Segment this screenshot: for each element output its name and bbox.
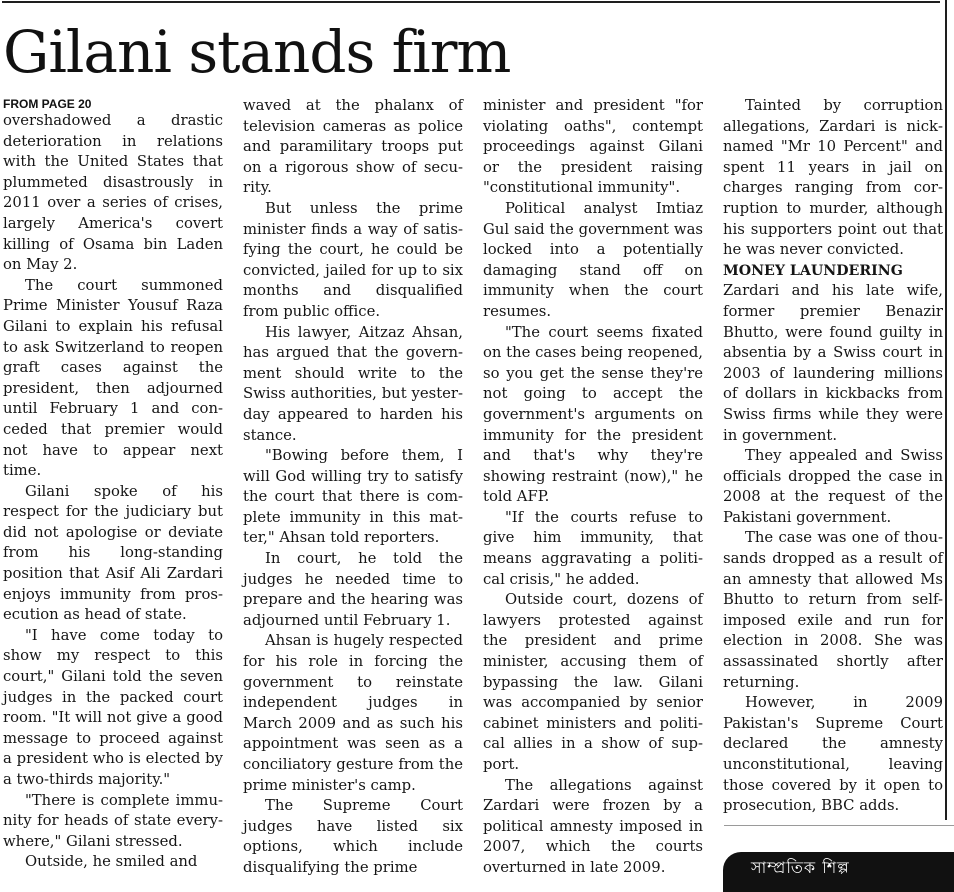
article-column-4 <box>723 96 943 817</box>
article-paragraph: The Supreme Court judges have listed six options, which include disqualifying the prime <box>243 797 463 876</box>
bottom-rule <box>724 825 954 826</box>
article-paragraph: Ahsan is hugely respected for his role in forcing the government to reinstate independent judges in March 2009 and as such his appointment was seen as a conciliatory gesture from the prime minister's camp. <box>243 632 463 794</box>
article-column-1 <box>3 111 223 873</box>
article-paragraph: Outside, he smiled and <box>25 853 198 871</box>
article-column-2 <box>243 96 463 879</box>
article-paragraph: Gilani spoke of his respect for the judiciary but did not apologise or deviate from his long-standing position that Asif Ali Zardari enjoys immunity from prosecution as head of state. <box>3 482 223 624</box>
kicker-from-page: FROM PAGE 20 <box>3 97 92 111</box>
article-paragraph: "Bowing before them, I will God willing try to satisfy the court that there is complete immunity in this matter," Ahsan told reporters. <box>243 447 463 547</box>
article-paragraph: Political analyst Imtiaz Gul said the government was locked into a potentially damaging stand off on immunity when the court resumes. <box>483 199 703 320</box>
article-paragraph: Tainted by corruption allegations, Zardari is nicknamed "Mr 10 Percent" and spent 11 years in jail on charges ranging from corruption to murder, although his supporters point out that he was never convicted. <box>723 97 943 259</box>
article-paragraph: In court, he told the judges he needed time to prepare and the hearing was adjourned until February 1. <box>243 550 463 629</box>
article-paragraph: minister and president "for violating oaths", contempt proceedings against Gilani or the president raising "constitutional immunity". <box>483 97 703 197</box>
article-paragraph: "There is complete immunity for heads of state everywhere," Gilani stressed. <box>3 791 223 850</box>
banner-text: সাম্প্রতিক শিল্প <box>751 858 850 877</box>
article-paragraph: But unless the prime minister finds a way of satisfying the court, he could be convicted, jailed for up to six months and disqualified from public office. <box>243 199 463 320</box>
article-paragraph: The allegations against Zardari were frozen by a political amnesty imposed in 2007, which the courts overturned in late 2009. <box>483 776 703 876</box>
article-paragraph: His lawyer, Aitzaz Ahsan, has argued that the government should write to the Swiss authorities, but yesterday appeared to harden his stance. <box>243 323 463 444</box>
article-paragraph: However, in 2009 Pakistan's Supreme Court declared the amnesty unconstitutional, leaving those covered by it open to prosecution, BBC adds. <box>723 694 943 815</box>
article-paragraph: "The court seems fixated on the cases being reopened, so you get the sense they're not going to accept the government's arguments on immunity for the president and that's why they're showing restraint (now)," he told AFP. <box>483 323 703 506</box>
column-rule-right <box>945 0 947 820</box>
article-paragraph: The case was one of thousands dropped as a result of an amnesty that allowed Ms Bhutto to return from self-imposed exile and run for election in 2008. She was assassinated shortly after returning. <box>723 529 943 691</box>
article-paragraph: "I have come today to show my respect to this court," Gilani told the seven judges in the packed court room. "It will not give a good message to proceed against a president who is elected by a two-thirds majority." <box>3 626 223 788</box>
article-paragraph: Zardari and his late wife, former premier Benazir Bhutto, were found guilty in absentia by a Swiss court in 2003 of laundering millions of dollars in kickbacks from Swiss firms while they were in government. <box>723 282 943 444</box>
headline: Gilani stands firm <box>3 18 511 86</box>
article-paragraph: The court summoned Prime Minister Yousuf Raza Gilani to explain his refusal to ask Switzerland to reopen graft cases against the president, then adjourned until February 1 and conceded that premier would not have to appear next time. <box>3 276 223 480</box>
article-paragraph: They appealed and Swiss officials dropped the case in 2008 at the request of the Pakistani government. <box>723 447 943 526</box>
article-paragraph: Outside court, dozens of lawyers protested against the president and prime minister, accusing them of bypassing the law. Gilani was accompanied by senior cabinet ministers and political allies in a show of support. <box>483 591 703 773</box>
top-rule <box>2 1 940 3</box>
article-paragraph: overshadowed a drastic deterioration in relations with the United States that plummeted disastrously in 2011 over a series of crises, largely America's covert killing of Osama bin Laden on May 2. <box>3 112 223 274</box>
section-subhead: MONEY LAUNDERING <box>723 262 903 279</box>
section-banner <box>723 852 954 892</box>
article-paragraph: waved at the phalanx of television cameras as police and paramilitary troops put on a rigorous show of security. <box>243 97 463 197</box>
article-column-3 <box>483 96 703 879</box>
article-paragraph: "If the courts refuse to give him immunity, that means aggravating a political crisis," he added. <box>483 508 703 588</box>
